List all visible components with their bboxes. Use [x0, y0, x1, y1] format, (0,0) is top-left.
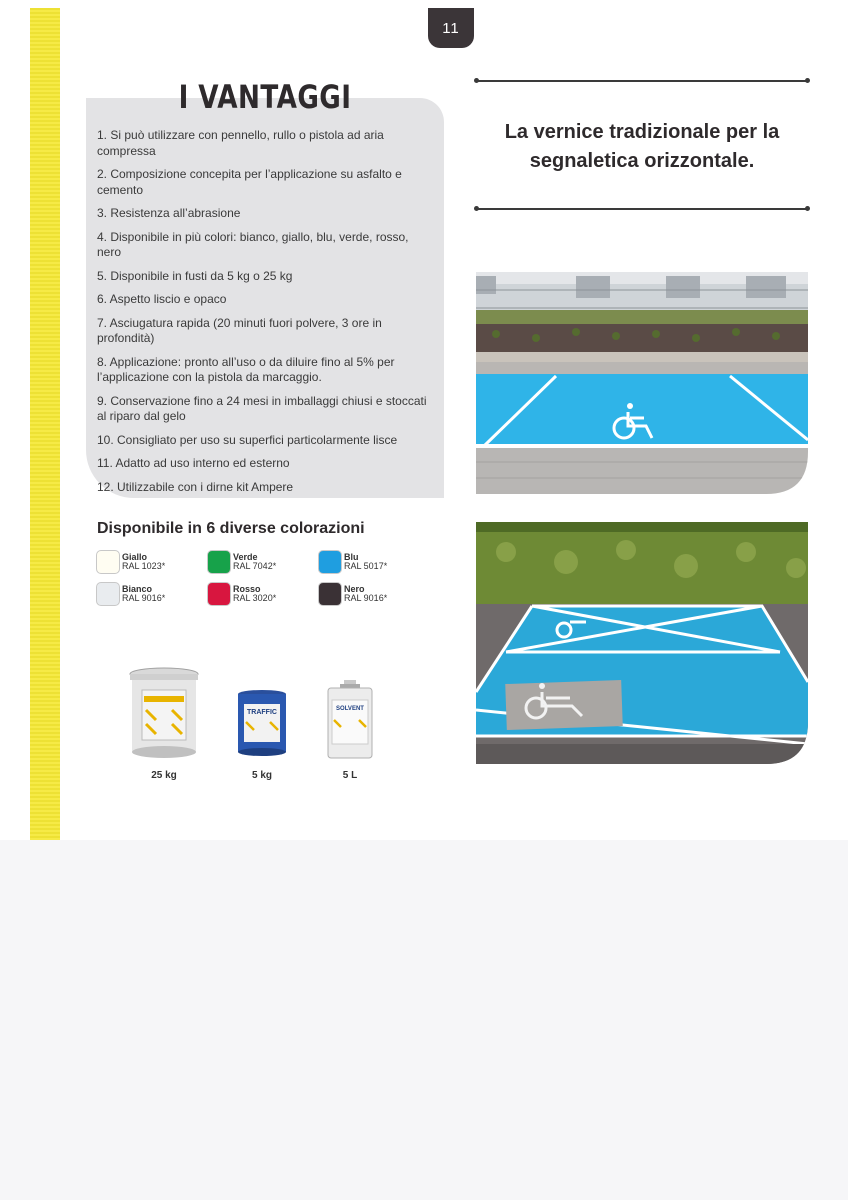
color-ral: RAL 9016*	[122, 593, 166, 603]
color-ral: RAL 1023*	[122, 561, 166, 571]
list-item: 7. Asciugatura rapida (20 minuti fuori polvere, 3 ore in profondità)	[97, 315, 382, 345]
solvent-label: SOLVENT	[336, 706, 364, 712]
color-chip	[96, 582, 120, 606]
color-name: Blu	[344, 552, 359, 562]
parking-photo-2	[476, 522, 808, 764]
advantages-list	[97, 128, 427, 503]
product-bucket-25kg	[126, 666, 202, 767]
list-item: 1. Si può utilizzare con pennello, rullo o pistola ad aria compressa	[97, 128, 384, 158]
list-item: 10. Consigliato per uso su superfici particolarmente lisce	[97, 432, 398, 447]
list-item: 9. Conservazione fino a 24 mesi in imballaggi chiusi e stoccati al riparo dal gelo	[97, 393, 427, 423]
color-chip	[318, 582, 342, 606]
swatch-rosso	[207, 582, 317, 610]
color-name: Bianco	[122, 584, 153, 594]
product-size-label: 5 kg	[251, 770, 272, 781]
list-item: 12. Utilizzabile con i dirne kit Ampere	[97, 479, 294, 494]
color-name: Giallo	[122, 552, 148, 562]
product-size-label: 25 kg	[151, 770, 177, 781]
swatch-blu	[318, 550, 428, 578]
list-item: 11. Adatto ad uso interno ed esterno	[97, 456, 290, 470]
color-name: Verde	[233, 552, 258, 562]
divider-bottom	[476, 208, 808, 210]
color-ral: RAL 3020*	[233, 593, 277, 603]
divider-top	[476, 80, 808, 82]
swatch-nero	[318, 582, 428, 610]
swatch-verde	[207, 550, 317, 578]
parking-photo-1	[476, 272, 808, 494]
binding-strip	[30, 8, 60, 840]
color-ral: RAL 9016*	[344, 593, 388, 603]
product-can-5l	[326, 680, 374, 767]
color-name: Rosso	[233, 584, 261, 594]
color-chip	[207, 582, 231, 606]
swatch-bianco	[96, 582, 206, 610]
color-chip	[96, 550, 120, 574]
advantages-title: I VANTAGGI	[178, 78, 352, 116]
color-name: Nero	[344, 584, 365, 594]
product-bucket-5kg	[234, 688, 290, 765]
list-item: 5. Disponibile in fusti da 5 kg o 25 kg	[97, 268, 293, 283]
headline: La vernice tradizionale per la segnaletica orizzontale.	[504, 121, 780, 172]
traffic-label: TRAFFIC	[247, 709, 277, 716]
color-chip	[318, 550, 342, 574]
list-item: 2. Composizione concepita per l’applicazione su asfalto e cemento	[97, 167, 402, 197]
colors-title: Disponibile in 6 diverse colorazioni	[97, 520, 365, 537]
scan-background	[0, 840, 848, 1200]
list-item: 8. Applicazione: pronto all’uso o da diluire fino al 5% per l’applicazione con la pistola da marcaggio.	[97, 354, 395, 384]
color-ral: RAL 7042*	[233, 561, 277, 571]
swatch-giallo	[96, 550, 206, 578]
list-item: 3. Resistenza all’abrasione	[97, 206, 241, 220]
color-chip	[207, 550, 231, 574]
list-item: 6. Aspetto liscio e opaco	[97, 292, 227, 306]
color-ral: RAL 5017*	[344, 561, 388, 571]
product-size-label: 5 L	[342, 770, 358, 781]
page-number: 11	[428, 8, 474, 48]
list-item: 4. Disponibile in più colori: bianco, giallo, blu, verde, rosso, nero	[97, 229, 409, 259]
